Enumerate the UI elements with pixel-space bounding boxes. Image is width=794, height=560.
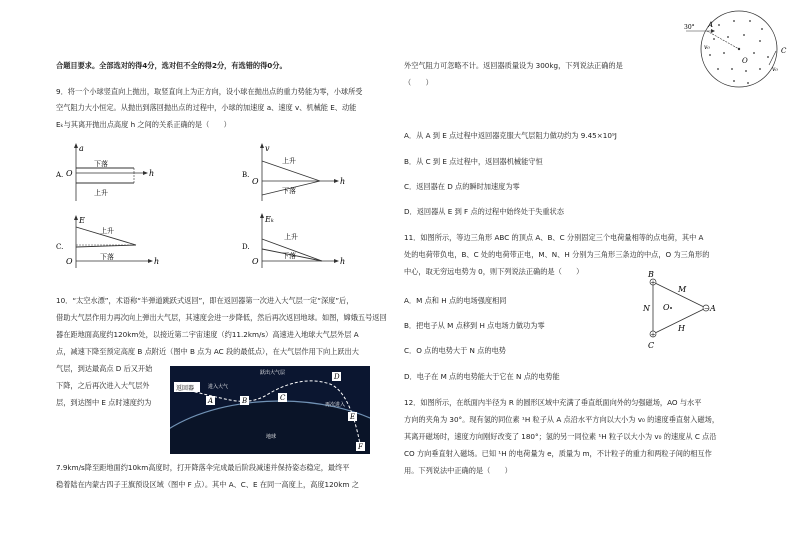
svg-text:h: h (340, 257, 346, 266)
q10-line-7: 层，到达图中 E 点时速度约为 (56, 398, 152, 407)
q10-cont-line-2: （ ） (404, 78, 433, 87)
svg-text:N: N (643, 304, 650, 313)
svg-text:+: + (650, 279, 656, 287)
svg-text:B: B (648, 270, 654, 279)
q10-line-2: 借助大气层作用力再次向上弹出大气层，其速度会进一步降低，然后再次返回地球。如图，嫦娥五号返回 (56, 313, 387, 322)
svg-text:C.: C. (56, 243, 64, 251)
q12-line-4: CO 方向垂直射入磁场。已知 ¹H 的电荷量为 e，质量为 m，不计粒子的重力和两粒子间的相互作 (404, 449, 712, 458)
q12-line-3: 其离开磁场时，速度方向刚好改变了 180°；氢的另一同位素 ¹H 粒子以大小为 v₀ 的速度从 C 点沿 (404, 432, 717, 441)
svg-text:D: D (334, 373, 340, 381)
svg-text:再次进入: 再次进入 (325, 402, 346, 408)
q10-line-1: 10．“太空水漂”，术语称“半弹道跳跃式返回”，即在返回器第一次进入大气层一定“深度”后， (56, 296, 354, 305)
q9-graph-a (56, 143, 166, 203)
q10-bottom-line-2: 稳着陆在内蒙古四子王旗预设区域（图中 F 点）。其中 A、C、E 在同一高度上，高度120km 之 (56, 480, 359, 489)
q9-line-2: 空气阻力大小恒定。从抛出到落回抛出点的过程中，小球的加速度 a、速度 v、机械能 E、动能 (56, 103, 357, 112)
q12-line-1: 12．如图所示，在纸面内半径为 R 的圆形区域中充满了垂直纸面向外的匀强磁场，AO 与水平 (404, 398, 702, 407)
svg-text:上升: 上升 (284, 233, 298, 241)
q10-line-6: 下降，之后再次进入大气层外 (56, 381, 150, 390)
q11-option-a: A．M 点和 H 点的电场强度相同 (404, 296, 507, 305)
q10-option-a: A．从 A 到 E 点过程中返回器克服大气层阻力做功约为 9.45×10⁹J (404, 131, 617, 140)
q9-line-1: 9．将一个小球竖直向上抛出，取竖直向上为正方向，设小球在抛出点的重力势能为零，小球所受 (56, 87, 363, 96)
svg-text:C: C (280, 394, 286, 402)
q9-line-3: Eₖ与其离开抛出点高度 h 之间的关系正确的是（ ） (56, 120, 231, 129)
q10-line-4: 点，减速下降至预定高度 B 点附近（图中 B 点为 AC 段的最低点），在大气层作用下向上跃出大 (56, 347, 359, 356)
svg-text:下落: 下落 (94, 160, 108, 168)
svg-text:O: O (66, 257, 73, 266)
q10-line-5: 气层，到达最高点 D 后又开始 (56, 364, 153, 373)
svg-text:上升: 上升 (282, 157, 296, 165)
svg-text:O: O (663, 303, 670, 312)
q11-option-b: B．把电子从 M 点移到 H 点电场力做功为零 (404, 321, 545, 330)
svg-text:O: O (252, 177, 259, 186)
svg-text:返回器: 返回器 (176, 385, 195, 392)
earth-reentry-image (170, 366, 370, 454)
q9-graph-d (242, 213, 352, 270)
svg-text:+: + (650, 331, 656, 339)
svg-text:C: C (781, 47, 787, 55)
q12-field-figure (684, 5, 794, 95)
svg-text:B: B (242, 397, 248, 405)
q11-line-3: 中心，取无穷远电势为 0，则下列说法正确的是（ ） (404, 267, 584, 276)
svg-text:C: C (648, 341, 655, 350)
svg-text:上升: 上升 (100, 227, 114, 235)
q12-line-5: 用。下列说法中正确的是（ ） (404, 466, 512, 475)
q10-option-c: C．返回器在 D 点的瞬时加速度为零 (404, 182, 520, 191)
q10-option-d: D．返回器从 E 到 F 点的过程中始终处于失重状态 (404, 207, 564, 216)
svg-text:O: O (66, 169, 73, 178)
section-header: 合题目要求。全部选对的得4分，选对但不全的得2分，有选错的得0分。 (56, 61, 287, 70)
q11-option-c: C．O 点的电势大于 N 点的电势 (404, 346, 506, 355)
svg-text:v: v (265, 144, 270, 153)
q12-line-2: 方向的夹角为 30°。现有氢的同位素 ¹H 粒子从 A 点沿水平方向以大小为 v₀ 的速度垂直射入磁场， (404, 415, 720, 424)
svg-text:E: E (79, 216, 85, 225)
q10-line-3: 器在距地面高度约120km处，以接近第二宇宙速度（约11.2km/s）高速进入地球大气层外层 A (56, 330, 359, 339)
svg-text:F: F (358, 443, 363, 451)
svg-text:进入大气: 进入大气 (208, 384, 229, 390)
q11-triangle-figure (640, 268, 720, 354)
q10-option-b: B．从 C 到 E 点过程中，返回器机械能守恒 (404, 157, 543, 166)
svg-text:30°: 30° (684, 24, 695, 31)
q10-cont-line-1: 外空气阻力可忽略不计。返回器质量设为 300kg，下列说法正确的是 (404, 61, 623, 70)
svg-text:v₀: v₀ (772, 66, 778, 73)
svg-text:跃出大气层: 跃出大气层 (260, 370, 286, 376)
svg-text:O: O (742, 57, 748, 65)
svg-text:D.: D. (242, 243, 250, 251)
svg-text:上升: 上升 (94, 189, 108, 197)
svg-text:−: − (704, 305, 710, 313)
svg-text:M: M (678, 285, 687, 294)
svg-text:下落: 下落 (100, 253, 114, 261)
svg-text:Eₖ: Eₖ (265, 215, 274, 224)
svg-text:B.: B. (242, 171, 250, 179)
svg-text:A: A (208, 397, 214, 405)
svg-text:v₀: v₀ (704, 44, 710, 51)
svg-text:h: h (340, 177, 346, 186)
svg-text:H: H (678, 324, 685, 333)
svg-text:O: O (252, 257, 259, 266)
q11-line-1: 11．如图所示，等边三角形 ABC 的顶点 A、B、C 分别固定三个电荷量相等的点电荷，其中 A (404, 233, 704, 242)
svg-text:A.: A. (56, 171, 64, 179)
svg-text:h: h (149, 169, 155, 178)
q9-graph-c (56, 215, 166, 270)
svg-text:下落: 下落 (282, 187, 296, 195)
q10-bottom-line-1: 7.9km/s降至距地面约10km高度时，打开降落伞完成最后阶段减速并保持姿态稳定，最终平 (56, 463, 350, 472)
q11-option-d: D．电子在 M 点的电势能大于它在 N 点的电势能 (404, 372, 560, 381)
svg-text:h: h (154, 257, 160, 266)
q11-line-2: 处的电荷带负电，B、C 处的电荷带正电，M、N、H 分别为三角形三条边的中点，O 为三角形的 (404, 250, 710, 259)
q9-graph-b (242, 143, 352, 203)
svg-text:A: A (708, 21, 714, 29)
svg-text:E: E (350, 413, 356, 421)
svg-text:a: a (79, 144, 84, 153)
svg-text:下落: 下落 (282, 252, 296, 260)
svg-text:A: A (710, 304, 716, 313)
svg-text:地球: 地球 (266, 434, 277, 440)
